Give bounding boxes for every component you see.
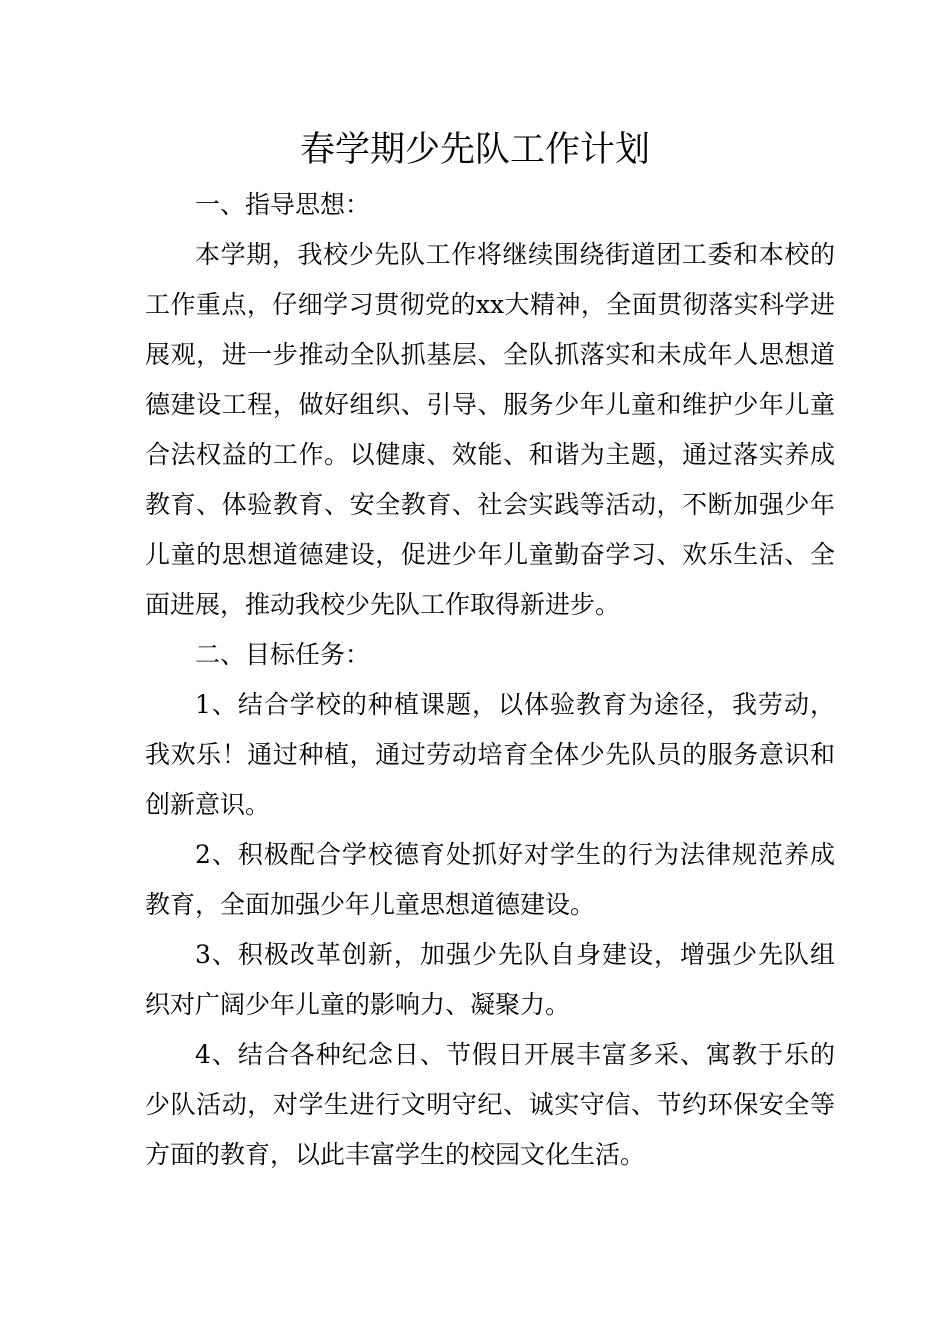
task-item-3: 3、积极改革创新，加强少先队自身建设，增强少先队组织对广阔少年儿童的影响力、凝聚力。 xyxy=(145,940,835,1019)
paragraph-guiding-ideology: 本学期，我校少先队工作将继续围绕街道团工委和本校的工作重点，仔细学习贯彻党的xx大精神，全面贯彻落实科学进展观，进一步推动全队抓基层、全队抓落实和未成年人思想道德建设工程，做好组织、引导、服务少年儿童和维护少年儿童合法权益的工作。以健康、效能、和谐为主题，通过落实养成教育、体验教育、安全教育、社会实践等活动，不断加强少年儿童的思想道德建设，促进少年儿童勤奋学习、欢乐生活、全面进展，推动我校少先队工作取得新进步。 xyxy=(145,240,835,619)
heading-guiding-ideology: 一、指导思想： xyxy=(195,190,371,219)
task-item-2: 2、积极配合学校德育处抓好对学生的行为法律规范养成教育，全面加强少年儿童思想道德建设。 xyxy=(145,840,835,919)
heading-goals-tasks: 二、目标任务： xyxy=(195,640,371,669)
document-body xyxy=(145,180,835,1180)
task-item-4: 4、结合各种纪念日、节假日开展丰富多采、寓教于乐的少队活动，对学生进行文明守纪、诚实守信、节约环保安全等方面的教育，以此丰富学生的校园文化生活。 xyxy=(145,1040,835,1169)
task-item-1: 1、结合学校的种植课题，以体验教育为途径，我劳动，我欢乐！通过种植，通过劳动培育全体少先队员的服务意识和创新意识。 xyxy=(145,690,835,819)
document-title: 春学期少先队工作计划 xyxy=(299,130,650,170)
